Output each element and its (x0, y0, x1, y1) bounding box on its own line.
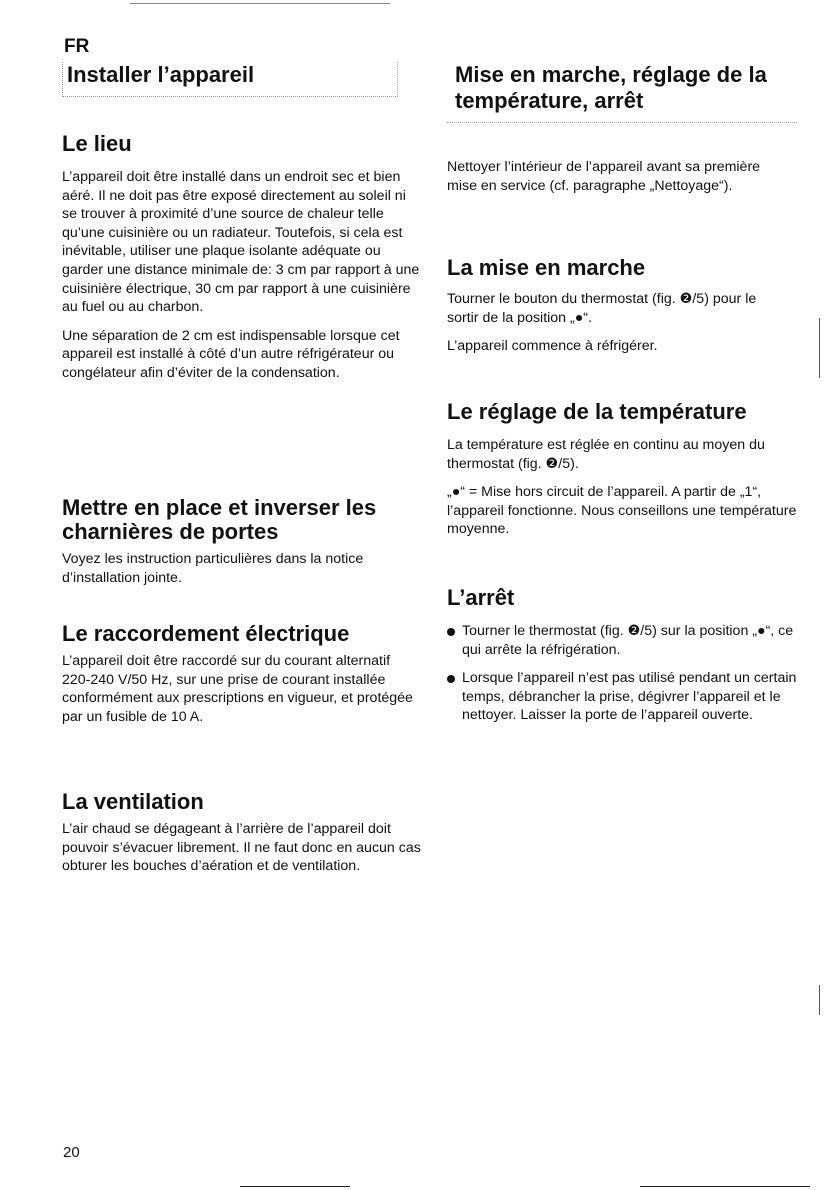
heading-raccordement: Le raccordement électrique (62, 621, 350, 646)
section-arret (447, 586, 797, 735)
paragraph-marche-1: Tourner le bouton du thermostat (fig. ❷/5) pour le sortir de la position „●“. (447, 291, 757, 326)
heading-ventilation: La ventilation (62, 789, 204, 814)
section-raccordement (62, 622, 422, 726)
paragraph-ventilation: L’air chaud se dégageant à l’arrière de l’appareil doit pouvoir s’évacuer librement. Il ne faut donc en aucun cas obturer les bouches d’aération et de ventilation. (62, 821, 421, 875)
list-item: Lorsque l’appareil n’est pas utilisé pendant un certain temps, débrancher la prise, dégivrer l’appareil et le nettoyer. Laisser la porte de l’appareil ouverte. (447, 669, 797, 725)
left-column (62, 62, 422, 875)
right-column (447, 62, 797, 724)
section-lieu (62, 132, 422, 383)
section-header-operation: Mise en marche, réglage de la température, arrêt (447, 62, 797, 123)
paragraph-lieu-2: Une séparation de 2 cm est indispensable lorsque cet appareil est installé à côté d’un autre réfrigérateur ou congélateur afin d’éviter de la condensation. (62, 327, 400, 381)
paragraph-reglage-2: „●“ = Mise hors circuit de l’appareil. A partir de „1“, l’appareil fonctionne. Nous conseillons une température moyenne. (447, 484, 797, 538)
heading-charnieres: Mettre en place et inverser les charnières de portes (62, 495, 377, 544)
right-edge-mark (819, 318, 820, 378)
page-number: 20 (63, 1144, 80, 1161)
section-header-install: Installer l’appareil (62, 62, 398, 97)
paragraph-raccordement: L’appareil doit être raccordé sur du courant alternatif 220-240 V/50 Hz, sur une prise de courant installée conformément aux prescriptions en vigueur, et protégée par un fusible de 10 A. (62, 653, 413, 725)
heading-reglage: Le réglage de la température (447, 399, 747, 424)
paragraph-lieu-1: L’appareil doit être installé dans un endroit sec et bien aéré. Il ne doit pas être exposé directement au soleil ni se trouver à proximité d’une source de chaleur telle qu’une cuisinière ou un radiateur. Toutefois, si cela est inévitable, utiliser une plaque isolante adéquate ou garder une distance minimale de: 3 cm par rapport à une cuisinière électrique, 30 cm par rapport à une cuisinière au fuel ou au charbon. (62, 169, 420, 316)
list-item: Tourner le thermostat (fig. ❷/5) sur la position „●“, ce qui arrête la réfrigération. (447, 622, 797, 659)
paragraph-reglage-1: La température est réglée en continu au moyen du thermostat (fig. ❷/5). (447, 437, 765, 472)
arret-list (447, 622, 797, 725)
right-edge-mark-low (819, 985, 820, 1015)
paragraph-marche-2: L’appareil commence à réfrigérer. (447, 338, 658, 355)
heading-mise-en-marche: La mise en marche (447, 255, 646, 280)
heading-lieu: Le lieu (62, 131, 132, 156)
top-edge-rule (130, 3, 390, 4)
paragraph-charnieres: Voyez les instruction particulières dans la notice d’installation jointe. (62, 551, 364, 586)
bottom-edge-rule-right (640, 1186, 810, 1187)
heading-arret: L’arrêt (447, 585, 515, 610)
section-reglage (447, 400, 797, 539)
paragraph-intro: Nettoyer l’intérieur de l’appareil avant sa première mise en service (cf. paragraphe „Nettoyage“). (447, 159, 761, 194)
section-ventilation (62, 790, 422, 876)
section-charnieres (62, 496, 402, 587)
language-code: FR (64, 36, 90, 57)
section-mise-en-marche (447, 256, 797, 356)
bottom-edge-rule (240, 1186, 350, 1187)
